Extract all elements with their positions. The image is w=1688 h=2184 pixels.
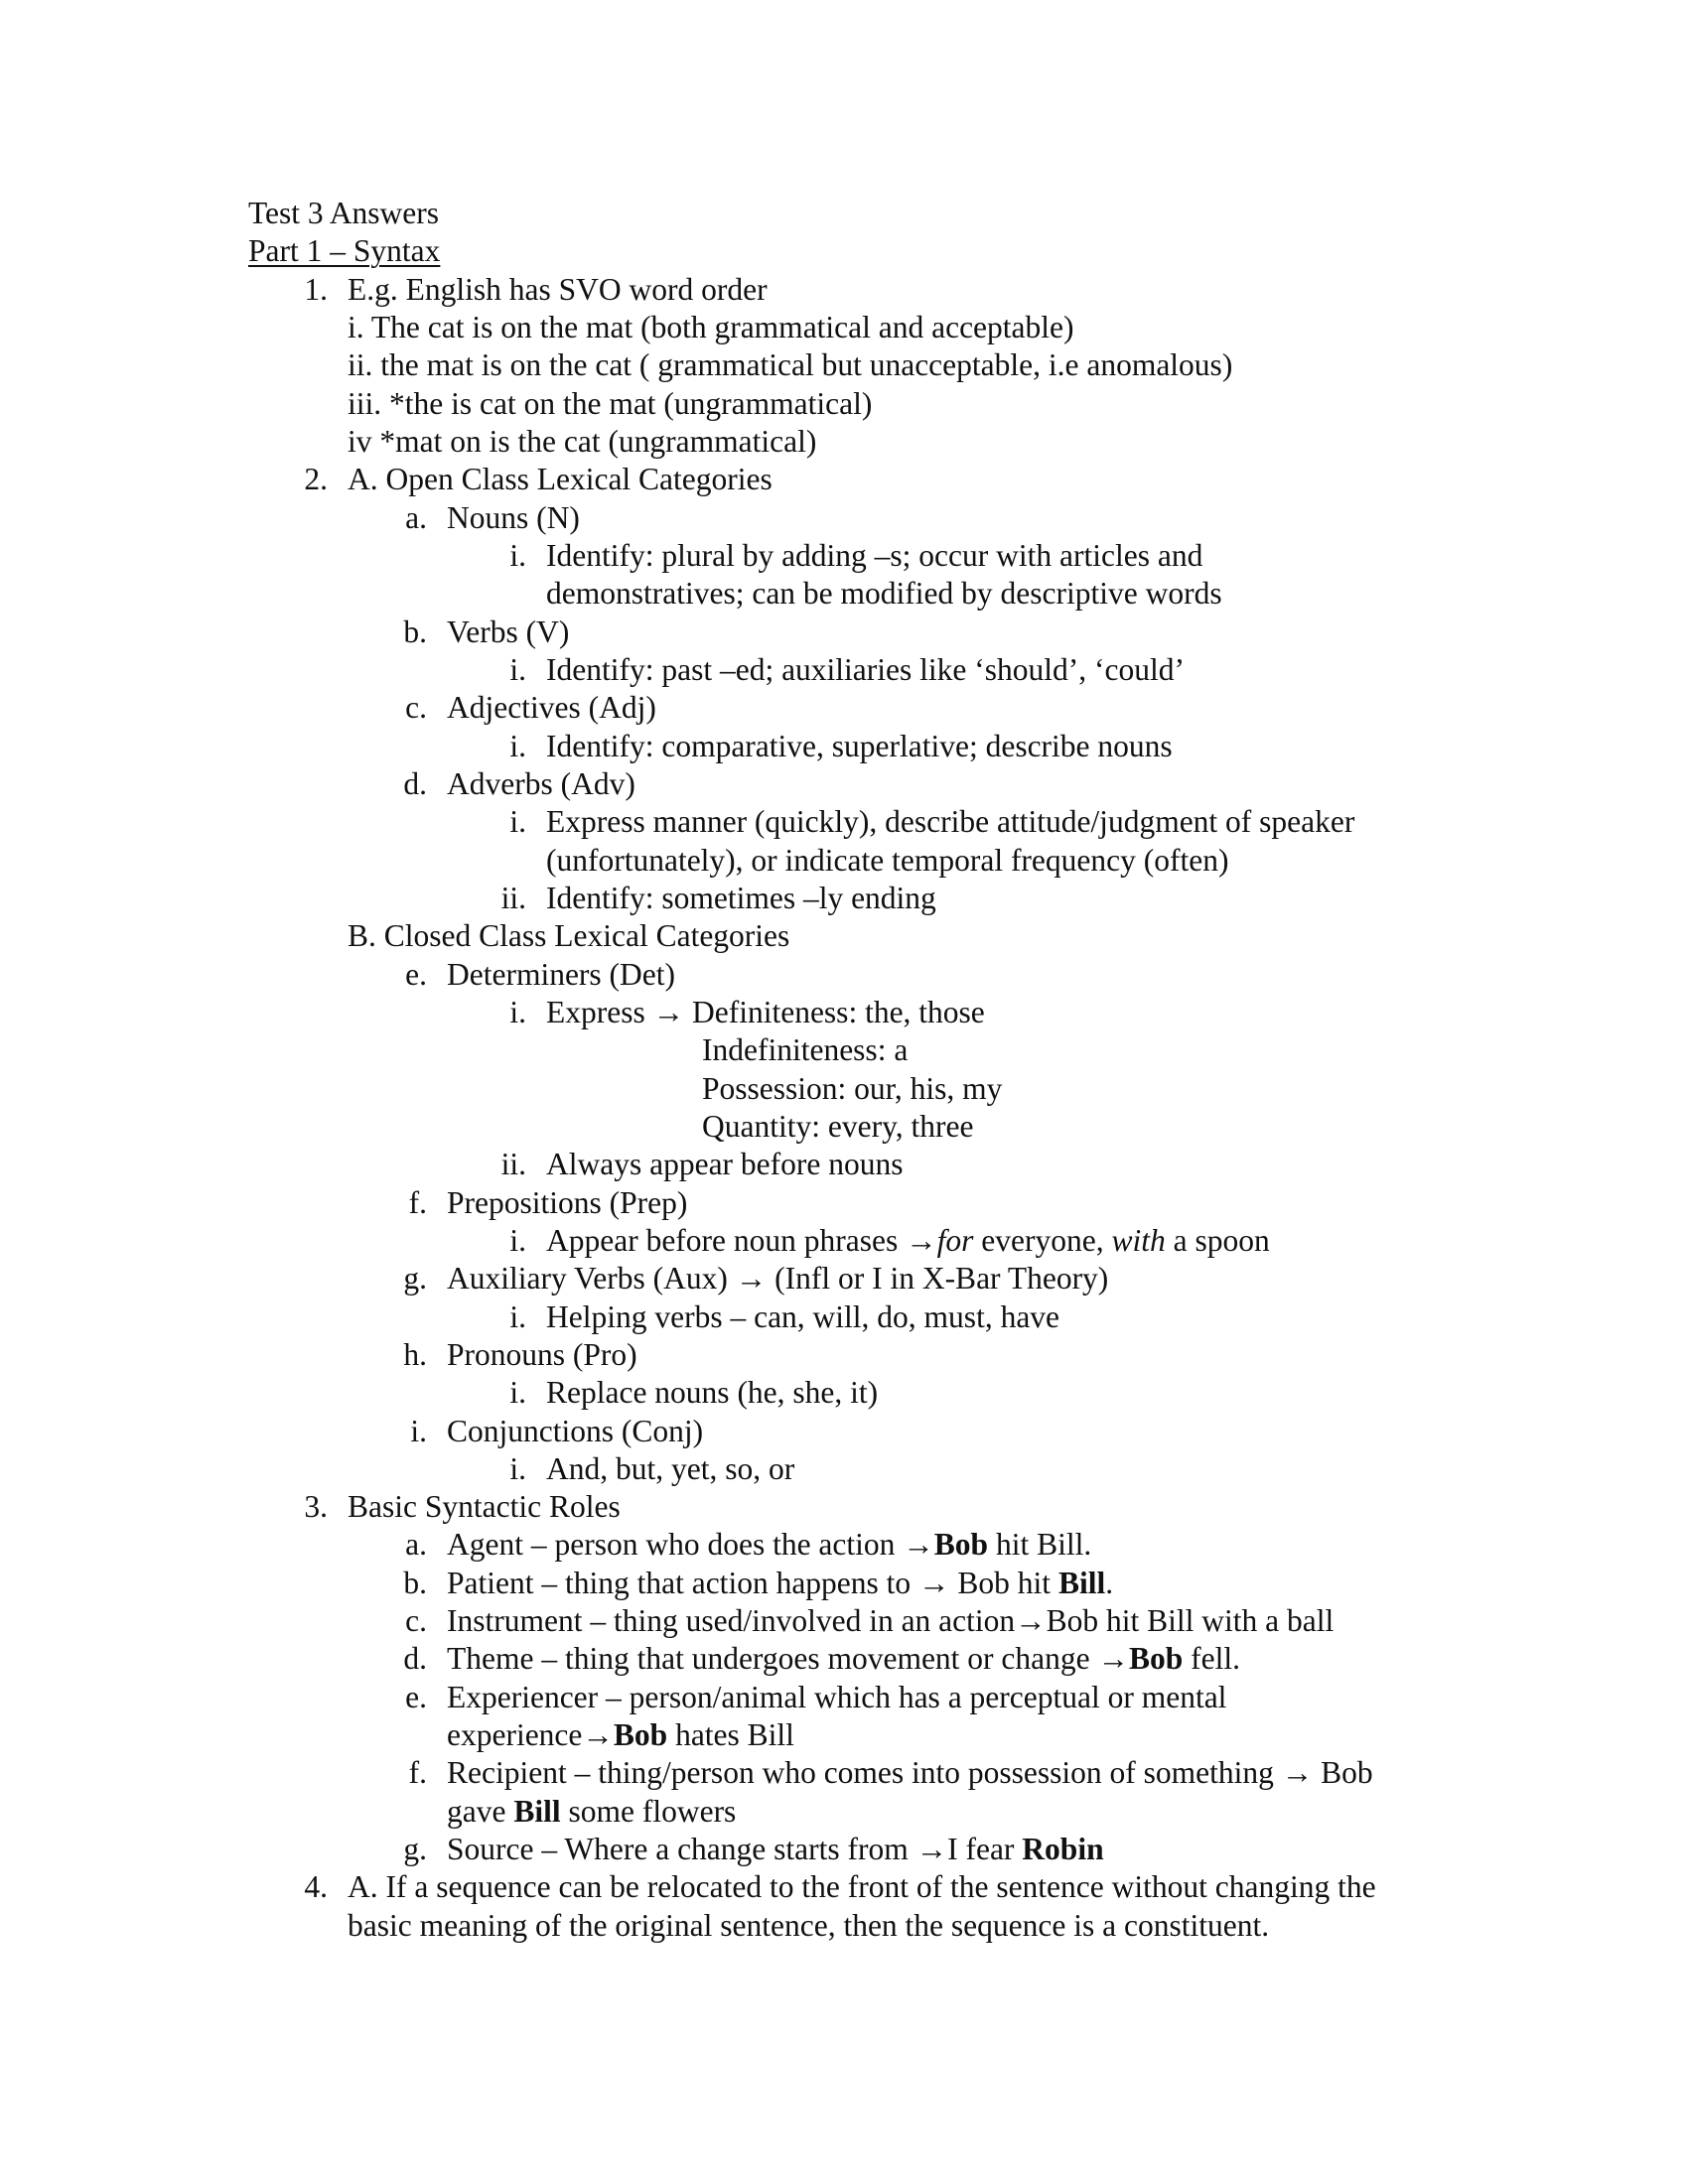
category-auxiliary-verbs <box>0 1260 1688 1297</box>
item-text <box>447 1831 1104 1868</box>
sub-item-text: Identify: comparative, superlative; describe nouns <box>546 728 1173 763</box>
item-label: h. <box>403 1336 427 1372</box>
italic-run: for <box>936 1222 974 1258</box>
sub-item-text: Identify: plural by adding –s; occur with articles and <box>546 537 1203 573</box>
item-label: f. <box>408 1755 427 1791</box>
role-theme <box>0 1640 1688 1678</box>
sub-item-continuation <box>0 575 1688 613</box>
q1-example-text: iii. *the is cat on the mat (ungrammatical) <box>348 385 873 421</box>
item-text: Instrument – thing used/involved in an action→Bob hit Bill with a ball <box>447 1603 1335 1639</box>
item-label: f. <box>408 1184 427 1220</box>
item-text: Prepositions (Prep) <box>447 1184 688 1220</box>
text-run: Theme – thing that undergoes movement or change → <box>447 1641 1129 1677</box>
category-verbs <box>0 614 1688 651</box>
item-label: b. <box>403 614 427 649</box>
bold-run: Bob <box>1129 1641 1184 1677</box>
determiner-type: Indefiniteness: a <box>702 1032 909 1068</box>
item-text: Conjunctions (Conj) <box>447 1413 704 1448</box>
item-text: Verbs (V) <box>447 614 570 649</box>
role-source <box>0 1831 1688 1868</box>
item-label: c. <box>405 690 427 726</box>
q3-text: Basic Syntactic Roles <box>348 1489 621 1525</box>
item-text: Auxiliary Verbs (Aux) → (Infl or I in X-Bar Theory) <box>447 1261 1109 1297</box>
bold-run: Robin <box>1022 1832 1104 1867</box>
item-text: Adverbs (Adv) <box>447 765 635 801</box>
category-conjunctions <box>0 1413 1688 1450</box>
text-run: Agent – person who does the action → <box>447 1527 934 1563</box>
bold-run: Bob <box>613 1717 668 1753</box>
role-agent <box>0 1526 1688 1564</box>
q1-example-text: ii. the mat is on the cat ( grammatical but unacceptable, i.e anomalous) <box>348 347 1233 383</box>
q3-line <box>0 1488 1688 1526</box>
item-label: g. <box>403 1832 427 1867</box>
q1-example <box>0 423 1688 461</box>
role-recipient-continuation <box>0 1793 1688 1831</box>
sub-item-text: Express manner (quickly), describe attitude/judgment of speaker <box>546 804 1355 840</box>
sub-item <box>0 651 1688 689</box>
item-text <box>447 1565 1113 1602</box>
sub-item-label: i. <box>509 1375 526 1411</box>
text-run: everyone, <box>973 1222 1112 1258</box>
item-label: b. <box>403 1565 427 1600</box>
sub-item-label: i. <box>509 1222 526 1258</box>
item-label: a. <box>405 1527 427 1563</box>
bold-run: Bob <box>933 1527 989 1563</box>
item-label: g. <box>403 1261 427 1297</box>
italic-run: with <box>1111 1222 1166 1258</box>
category-determiners <box>0 956 1688 994</box>
sub-item-label: i. <box>509 1450 526 1486</box>
text-run: hit Bill. <box>988 1527 1092 1563</box>
text-run: Patient – thing that action happens to → Bob hit <box>447 1565 1058 1600</box>
doc-title-line <box>0 195 1688 232</box>
q1-number: 1. <box>304 271 328 307</box>
role-experiencer-continuation <box>0 1716 1688 1754</box>
role-recipient <box>0 1754 1688 1792</box>
q4-text: basic meaning of the original sentence, then the sequence is a constituent. <box>348 1907 1270 1943</box>
sub-item-text: Helping verbs – can, will, do, must, have <box>546 1298 1060 1334</box>
sub-item-text: Identify: past –ed; auxiliaries like ‘should’, ‘could’ <box>546 651 1185 687</box>
sub-item-label: ii. <box>500 1147 526 1182</box>
q4-line <box>0 1868 1688 1906</box>
sub-item-label: i. <box>509 651 526 687</box>
bold-run: Bill <box>1057 1565 1106 1600</box>
determiner-type-line <box>0 1031 1688 1069</box>
determiner-type: Definiteness: the, those <box>691 994 985 1029</box>
q2-section-b: B. Closed Class Lexical Categories <box>348 918 790 954</box>
text-run: hates Bill <box>667 1717 794 1753</box>
determiner-type: Possession: our, his, my <box>702 1070 1003 1106</box>
item-text <box>447 1793 736 1831</box>
item-label: c. <box>405 1603 427 1639</box>
text-run: a spoon <box>1165 1222 1270 1258</box>
doc-title: Test 3 Answers <box>248 196 440 230</box>
sub-item <box>0 1146 1688 1183</box>
q1-example <box>0 309 1688 346</box>
item-label: a. <box>405 499 427 535</box>
category-prepositions <box>0 1184 1688 1222</box>
item-text <box>447 1526 1091 1564</box>
q1-example-text: iv *mat on is the cat (ungrammatical) <box>348 423 817 459</box>
category-pronouns <box>0 1336 1688 1374</box>
sub-item-text: And, but, yet, so, or <box>546 1450 795 1486</box>
determiner-type-line <box>0 1108 1688 1146</box>
item-text: Nouns (N) <box>447 499 580 535</box>
q1-text: E.g. English has SVO word order <box>348 271 768 307</box>
q2-section-a: A. Open Class Lexical Categories <box>348 462 773 497</box>
role-patient <box>0 1565 1688 1602</box>
sub-item-text: Always appear before nouns <box>546 1147 904 1182</box>
sub-item <box>0 1374 1688 1412</box>
sub-item-text: Replace nouns (he, she, it) <box>546 1375 879 1411</box>
q2-line <box>0 461 1688 498</box>
item-text <box>447 1716 794 1754</box>
item-label: e. <box>405 1679 427 1714</box>
sub-item-continuation <box>0 842 1688 880</box>
bold-run: Bill <box>513 1793 561 1829</box>
sub-item <box>0 1450 1688 1488</box>
q4-continuation <box>0 1907 1688 1945</box>
item-text: Pronouns (Pro) <box>447 1336 637 1372</box>
text-run: Appear before noun phrases → <box>546 1222 937 1258</box>
part-heading: Part 1 – Syntax <box>248 233 441 269</box>
item-text: Adjectives (Adj) <box>447 690 656 726</box>
q1-line <box>0 271 1688 309</box>
text-run: experience→ <box>447 1717 614 1753</box>
text-run: . <box>1105 1565 1114 1600</box>
text-run: gave <box>447 1793 514 1829</box>
sub-item-text: (unfortunately), or indicate temporal frequency (often) <box>546 842 1229 878</box>
item-label: e. <box>405 956 427 992</box>
item-label: i. <box>410 1413 427 1448</box>
text-run: Source – Where a change starts from →I fear <box>447 1832 1023 1867</box>
sub-item-text: demonstratives; can be modified by descriptive words <box>546 576 1222 612</box>
item-text: Experiencer – person/animal which has a perceptual or mental <box>447 1679 1227 1714</box>
sub-item <box>0 880 1688 917</box>
document-body <box>0 195 1688 1945</box>
sub-item-label: i. <box>509 804 526 840</box>
sub-item-label: i. <box>509 537 526 573</box>
item-label: d. <box>403 765 427 801</box>
sub-item-label: i. <box>509 994 526 1029</box>
q3-number: 3. <box>304 1489 328 1525</box>
q4-number: 4. <box>304 1869 328 1905</box>
q1-example <box>0 346 1688 384</box>
sub-item <box>0 803 1688 841</box>
sub-item-label: i. <box>509 1298 526 1334</box>
item-text <box>447 1640 1240 1678</box>
q1-example-text: i. The cat is on the mat (both grammatical and acceptable) <box>348 309 1074 344</box>
determiner-type-line <box>0 1070 1688 1108</box>
category-nouns <box>0 499 1688 537</box>
sub-item-label: i. <box>509 728 526 763</box>
item-label: d. <box>403 1641 427 1677</box>
q4-text: A. If a sequence can be relocated to the front of the sentence without changing the <box>348 1869 1376 1905</box>
role-instrument <box>0 1602 1688 1640</box>
sub-item <box>0 1222 1688 1260</box>
q1-example <box>0 385 1688 423</box>
text-run: fell. <box>1183 1641 1241 1677</box>
sub-item <box>0 728 1688 765</box>
category-adverbs <box>0 765 1688 803</box>
determiner-type: Quantity: every, three <box>702 1108 974 1144</box>
q2-section-b-line <box>0 917 1688 955</box>
q2-number: 2. <box>304 462 328 497</box>
category-adjectives <box>0 689 1688 727</box>
text-run: some flowers <box>560 1793 737 1829</box>
sub-item <box>0 1298 1688 1336</box>
sub-item-text: Identify: sometimes –ly ending <box>546 880 936 915</box>
sub-item-label: ii. <box>500 880 526 915</box>
express-prefix: Express → <box>546 994 692 1029</box>
item-text: Recipient – thing/person who comes into possession of something → Bob <box>447 1755 1373 1791</box>
sub-item-text <box>546 994 985 1031</box>
sub-item-text <box>546 1222 1270 1260</box>
item-text: Determiners (Det) <box>447 956 676 992</box>
sub-item <box>0 994 1688 1031</box>
part-heading-line <box>0 232 1688 270</box>
sub-item <box>0 537 1688 575</box>
role-experiencer <box>0 1679 1688 1716</box>
